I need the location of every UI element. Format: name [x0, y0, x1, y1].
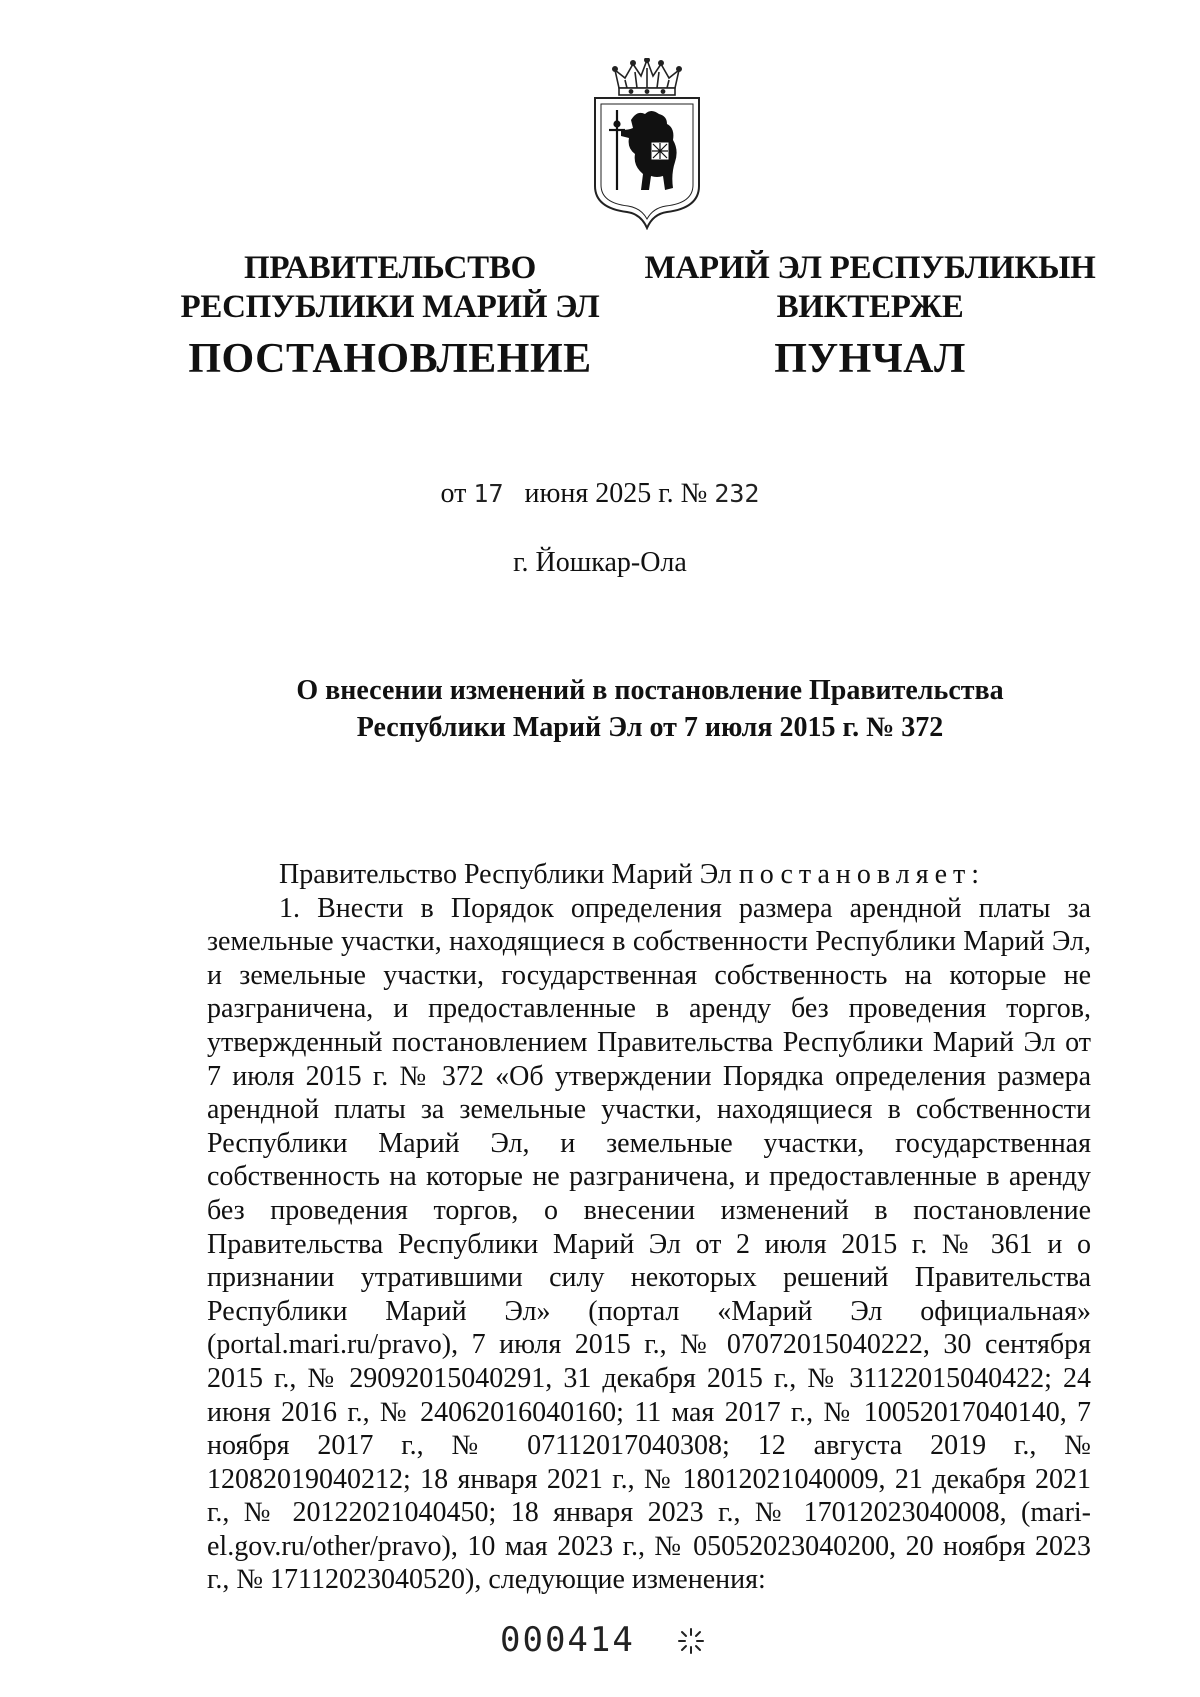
preamble-decree-word: постановляет: [738, 859, 986, 890]
document-city: г. Йошкар-Ола [513, 547, 687, 578]
paragraph-1: 1. Внести в Порядок определения размера арендной платы за земельные участки, находящиеся в собственности Республики Марий Эл, и земельные участки, государственная собственность на которые не разграничена, и предоставленные в аренду без проведения торгов, утвержденный постановлением Правительства Республики Марий Эл от 7 июля 2015 г. № 372 «Об утверждении Порядка определения размера арендной платы за земельные участки, находящиеся в собственности Республики Марий Эл, и земельные участки, государственная собственность на которые не разграничена, и предоставленные в аренду без проведения торгов, о внесении изменений в постановление Правительства Республики Марий Эл от 2 июля 2015 г. № 361 и о признании утратившими силу некоторых решений Правительства Республики Марий Эл» (портал «Марий Эл официальная» (portal.mari.ru/pravo), 7 июля 2015 г., № 07072015040222, 30 сентября 2015 г., № 29092015040291, 31 декабря 2015 г., № 31122015040422; 24 июня 2016 г., № 24062016040160; 11 мая 2017 г., № 10052017040140, 7 ноября 2017 г., № 07112017040308; 12 августа 2019 г., № 12082019040212; 18 января 2021 г., № 18012021040009, 21 декабря 2021 г., № 20122021040450; 18 января 2023 г., № 17012023040008, (mari-el.gov.ru/other/pravo), 10 мая 2023 г., № 05052023040200, 20 ноября 2023 г., № 17112023040520), следующие изменения: [207, 892, 1091, 1596]
header-right-doc-type: ПУНЧАЛ [774, 336, 966, 382]
header-left-line1: ПРАВИТЕЛЬСТВО [244, 250, 536, 286]
header-right-mari [640, 252, 1100, 380]
stamp-mark-icon [676, 1626, 706, 1656]
preamble-text: Правительство Республики Марий Эл [279, 859, 739, 890]
header-right-line1: МАРИЙ ЭЛ РЕСПУБЛИКЫН [644, 250, 1096, 286]
document-title-line1: О внесении изменений в постановление Правительства [296, 675, 1004, 706]
preamble [207, 858, 1091, 892]
header-left-doc-type: ПОСТАНОВЛЕНИЕ [188, 336, 592, 382]
document-title-line2: Республики Марий Эл от 7 июля 2015 г. № 372 [356, 712, 944, 743]
document-date-number [0, 478, 1200, 510]
date-day: 17 [473, 479, 504, 508]
document-body [207, 858, 1091, 1597]
header-left-line2: РЕСПУБЛИКИ МАРИЙ ЭЛ [180, 289, 600, 325]
date-month-year: июня 2025 г. № [524, 478, 708, 509]
document-number: 232 [714, 479, 760, 508]
serial-stamp: 000414 [500, 1620, 635, 1660]
header-left-russian [180, 252, 600, 380]
coat-of-arms-icon [587, 58, 707, 230]
date-prefix: от [440, 478, 467, 509]
header-right-line2: ВИКТЕРЖЕ [776, 289, 964, 325]
document-title [200, 672, 1100, 746]
